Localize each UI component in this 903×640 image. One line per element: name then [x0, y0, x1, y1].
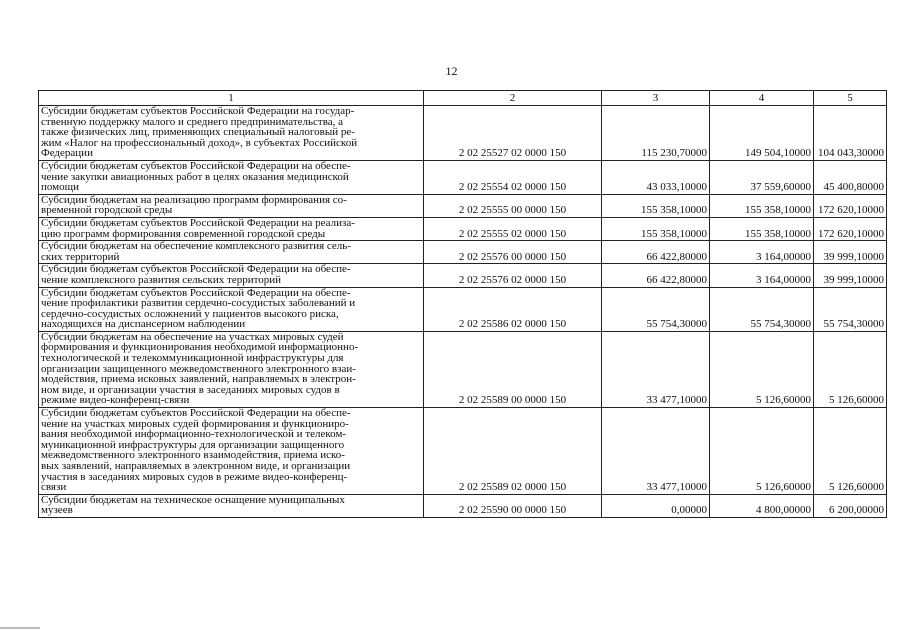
description-line: организации защищенного межведомственного электронного взаи- [41, 362, 356, 375]
table-row [39, 241, 887, 264]
column-header-3: 3 [602, 91, 710, 106]
value-col-4: 5 126,60000 [710, 331, 814, 407]
subsidy-description [39, 160, 424, 194]
value-col-5: 104 043,30000 [814, 106, 887, 161]
description-line: также физических лиц, применяющих специальный налоговый ре- [41, 126, 355, 139]
value-col-3: 43 033,10000 [602, 160, 710, 194]
value-col-3: 33 477,10000 [602, 331, 710, 407]
budget-code: 2 02 25586 02 0000 150 [424, 287, 602, 331]
column-header-5: 5 [814, 91, 887, 106]
subsidy-description [39, 106, 424, 161]
table-row [39, 160, 887, 194]
value-col-3: 66 422,80000 [602, 241, 710, 264]
table-row [39, 217, 887, 240]
description-line: межведомственного электронного взаимодействия, приема иско- [41, 449, 345, 462]
value-col-5: 172 620,10000 [814, 217, 887, 240]
subsidy-description [39, 264, 424, 287]
value-col-4: 155 358,10000 [710, 194, 814, 217]
budget-code: 2 02 25589 00 0000 150 [424, 331, 602, 407]
value-col-5: 172 620,10000 [814, 194, 887, 217]
value-col-3: 115 230,70000 [602, 106, 710, 161]
description-line: технологической и телекоммуникационной инфраструктуры для [41, 352, 344, 365]
value-col-3: 33 477,10000 [602, 408, 710, 495]
value-col-4: 149 504,10000 [710, 106, 814, 161]
value-col-5: 5 126,60000 [814, 408, 887, 495]
description-line: чение закупки авиационных работ в целях оказания медицинской [41, 170, 349, 183]
description-line: Субсидии бюджетам субъектов Российской Федерации на обеспе- [41, 407, 351, 420]
subsidy-description [39, 287, 424, 331]
description-line: модействия, приема исковых заявлений, направляемых в электрон- [41, 373, 356, 386]
budget-code: 2 02 25576 02 0000 150 [424, 264, 602, 287]
budget-code: 2 02 25527 02 0000 150 [424, 106, 602, 161]
value-col-4: 55 754,30000 [710, 287, 814, 331]
description-line: Субсидии бюджетам субъектов Российской Федерации на обеспе- [41, 263, 351, 276]
budget-code: 2 02 25555 00 0000 150 [424, 194, 602, 217]
budget-code: 2 02 25589 02 0000 150 [424, 408, 602, 495]
description-line: помощи [41, 181, 79, 194]
scan-edge-mark [0, 627, 40, 629]
description-line: муникационной инфраструктуры для организации защищенного [41, 438, 345, 451]
subsidy-description [39, 241, 424, 264]
description-line: Субсидии бюджетам на обеспечение на участках мировых судей [41, 331, 344, 343]
budget-code: 2 02 25590 00 0000 150 [424, 494, 602, 517]
page-number: 12 [445, 64, 458, 78]
value-col-4: 5 126,60000 [710, 408, 814, 495]
table-row [39, 408, 887, 495]
description-line: ственную поддержку малого и среднего предпринимательства, а [41, 115, 344, 128]
subsidy-description [39, 494, 424, 517]
value-col-5: 6 200,00000 [814, 494, 887, 517]
subsidy-description [39, 408, 424, 495]
description-line: режиме видео-конференц-связи [41, 394, 190, 407]
description-line: Субсидии бюджетам субъектов Российской Федерации на реализа- [41, 217, 355, 229]
description-line: Субсидии бюджетам на реализацию программ формирования со- [41, 194, 347, 206]
description-line: находящихся на диспансерном наблюдении [41, 318, 246, 331]
value-col-5: 39 999,10000 [814, 241, 887, 264]
description-line: сердечно-сосудистых осложнений у пациентов высокого риска, [41, 307, 339, 320]
table-row [39, 287, 887, 331]
subsidy-description [39, 194, 424, 217]
description-line: ских территорий [41, 250, 120, 263]
description-line: Субсидии бюджетам на обеспечение комплексного развития сель- [41, 240, 351, 253]
value-col-5: 39 999,10000 [814, 264, 887, 287]
description-line: Субсидии бюджетам на техническое оснащение муниципальных [41, 494, 345, 506]
value-col-4: 3 164,00000 [710, 264, 814, 287]
description-line: формирования и функционирования необходимой информационно- [41, 341, 359, 354]
value-col-5: 45 400,80000 [814, 160, 887, 194]
description-line: связи [41, 481, 67, 494]
column-header-2: 2 [424, 91, 602, 106]
value-col-5: 5 126,60000 [814, 331, 887, 407]
budget-table [38, 90, 887, 518]
description-line: чение на участках мировых судей формирования и функциониро- [41, 417, 349, 430]
description-line: музеев [41, 504, 73, 517]
value-col-3: 155 358,10000 [602, 194, 710, 217]
table-row [39, 106, 887, 161]
value-col-4: 4 800,00000 [710, 494, 814, 517]
description-line: Субсидии бюджетам субъектов Российской Федерации на обеспе- [41, 287, 351, 299]
subsidy-description [39, 217, 424, 240]
value-col-3: 55 754,30000 [602, 287, 710, 331]
column-header-4: 4 [710, 91, 814, 106]
value-col-3: 0,00000 [602, 494, 710, 517]
column-number-row [39, 91, 887, 106]
value-col-5: 55 754,30000 [814, 287, 887, 331]
description-line: жим «Налог на профессиональный доход», в субъектах Российской [41, 136, 358, 149]
value-col-4: 3 164,00000 [710, 241, 814, 264]
description-line: вания необходимой информационно-технологической и телеком- [41, 428, 347, 441]
value-col-3: 155 358,10000 [602, 217, 710, 240]
description-line: вых заявлений, направляемых в электронном виде, и организации [41, 460, 351, 472]
description-line: Субсидии бюджетам субъектов Российской Федерации на обеспе- [41, 160, 351, 172]
budget-code: 2 02 25576 00 0000 150 [424, 241, 602, 264]
description-line: чение комплексного развития сельских территорий [41, 273, 282, 286]
value-col-4: 37 559,60000 [710, 160, 814, 194]
value-col-3: 66 422,80000 [602, 264, 710, 287]
table-row [39, 264, 887, 287]
description-line: участия в заседаниях мировых судов в режиме видео-конференц- [41, 470, 348, 483]
table-row [39, 494, 887, 517]
description-line: ном виде, и организации участия в заседаниях мировых судов в [41, 383, 340, 396]
subsidy-description [39, 331, 424, 407]
budget-code: 2 02 25554 02 0000 150 [424, 160, 602, 194]
description-line: чение профилактики развития сердечно-сосудистых заболеваний и [41, 297, 356, 310]
description-line: временной городской среды [41, 204, 173, 217]
value-col-4: 155 358,10000 [710, 217, 814, 240]
column-header-1: 1 [39, 91, 424, 106]
description-line: Федерации [41, 147, 93, 160]
table-row [39, 194, 887, 217]
table-row [39, 331, 887, 407]
budget-code: 2 02 25555 02 0000 150 [424, 217, 602, 240]
description-line: Субсидии бюджетам субъектов Российской Федерации на государ- [41, 105, 355, 117]
description-line: цию программ формирования современной городской среды [41, 227, 326, 240]
